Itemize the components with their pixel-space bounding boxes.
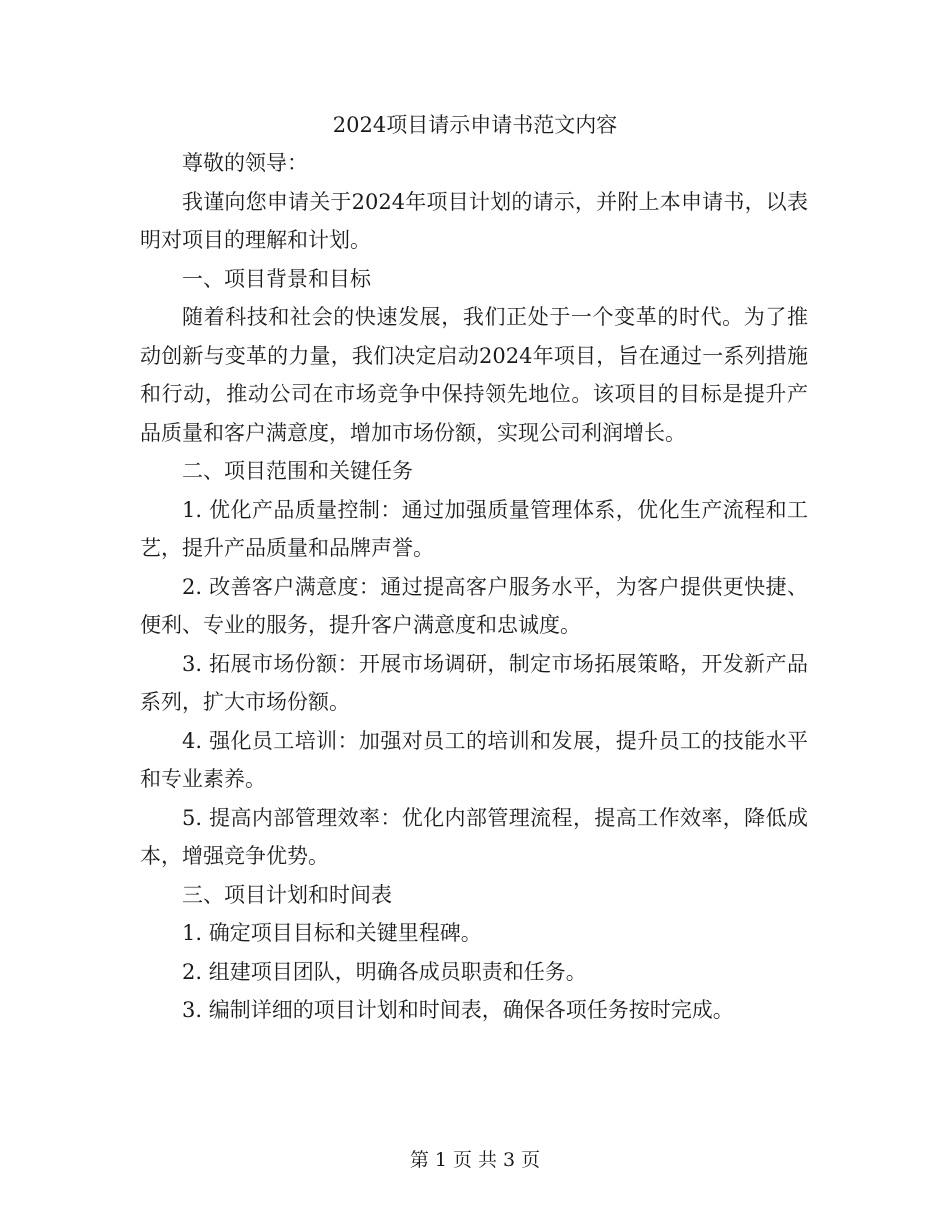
document-title: 2024项目请示申请书范文内容: [332, 113, 618, 137]
list-item-plan-2: 2. 组建项目团队，明确各成员职责和任务。: [182, 959, 587, 984]
section-heading-plan: 三、项目计划和时间表: [182, 882, 392, 907]
list-item-task-3: 3. 拓展市场份额：开展市场调研，制定市场拓展策略，开发新产品系列，扩大市场份额。: [140, 651, 808, 714]
list-item-plan-3: 3. 编制详细的项目计划和时间表，确保各项任务按时完成。: [182, 998, 734, 1022]
paragraph-background: 随着科技和社会的快速发展，我们正处于一个变革的时代。为了推动创新与变革的力量，我们决定启动2024年项目，旨在通过一系列措施和行动，推动公司在市场竞争中保持领先地位。该项目的目标是提升产品质量和客户满意度，增加市场份额，实现公司利润增长。: [140, 305, 808, 445]
list-item-task-4: 4. 强化员工培训：加强对员工的培训和发展，提升员工的技能水平和专业素养。: [140, 728, 808, 791]
page-footer: 第 1 页 共 3 页: [409, 1149, 541, 1171]
list-item-plan-1: 1. 确定项目目标和关键里程碑。: [182, 921, 482, 945]
section-heading-background: 一、项目背景和目标: [182, 266, 371, 291]
section-heading-scope: 二、项目范围和关键任务: [182, 459, 413, 483]
document-body: [140, 144, 808, 1030]
paragraph-intro: 我谨向您申请关于2024年项目计划的请示，并附上本申请书，以表明对项目的理解和计划。: [140, 189, 808, 252]
list-item-task-5: 5. 提高内部管理效率：优化内部管理流程，提高工作效率，降低成本，增强竞争优势。: [140, 805, 808, 868]
list-item-task-1: 1. 优化产品质量控制：通过加强质量管理体系，优化生产流程和工艺，提升产品质量和品牌声誉。: [140, 497, 808, 560]
salutation: 尊敬的领导：: [182, 151, 308, 175]
list-item-task-2: 2. 改善客户满意度：通过提高客户服务水平，为客户提供更快捷、便利、专业的服务，提升客户满意度和忠诚度。: [140, 574, 808, 637]
